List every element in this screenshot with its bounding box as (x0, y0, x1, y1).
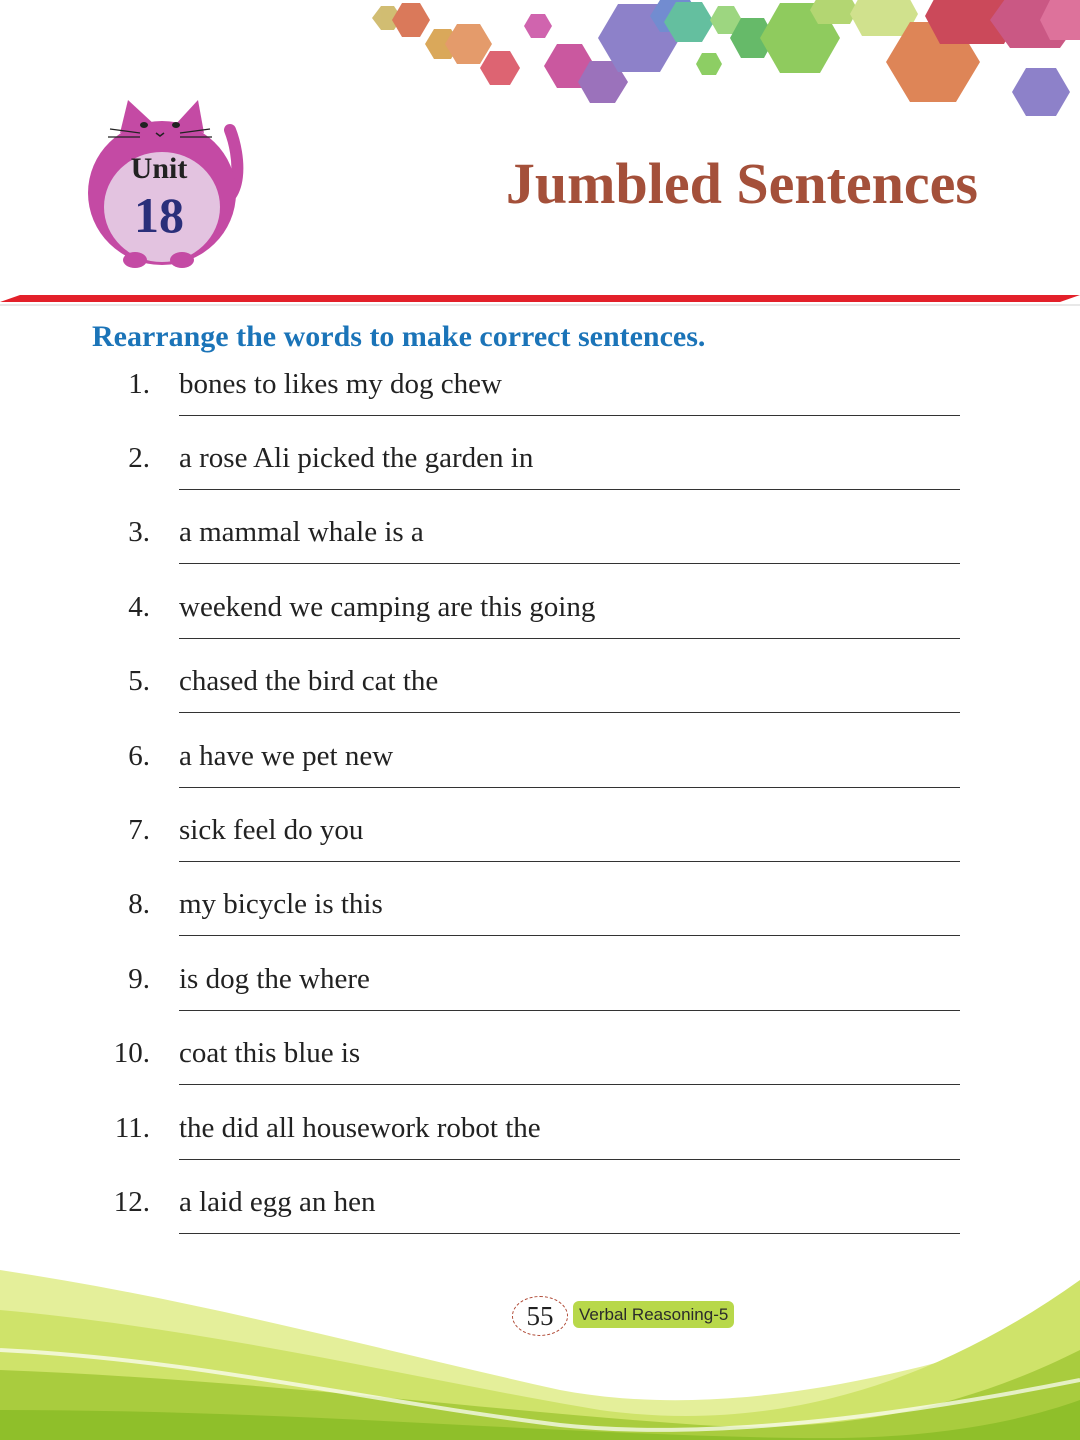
exercise-item-1 (0, 368, 1080, 442)
exercise-item-12 (0, 1186, 1080, 1260)
answer-line[interactable] (179, 489, 960, 490)
item-number: 5. (128, 665, 150, 697)
item-number: 11. (114, 1112, 150, 1144)
item-number: 2. (128, 442, 150, 474)
answer-line[interactable] (179, 563, 960, 564)
answer-line[interactable] (179, 1233, 960, 1234)
item-number: 10. (113, 1037, 150, 1069)
item-number: 8. (128, 888, 150, 920)
answer-line[interactable] (179, 415, 960, 416)
exercise-item-5 (0, 665, 1080, 739)
answer-line[interactable] (179, 787, 960, 788)
jumbled-words: coat this blue is (179, 1037, 361, 1069)
unit-number: 18 (134, 187, 184, 243)
jumbled-words: my bicycle is this (179, 888, 383, 920)
jumbled-words: a mammal whale is a (179, 516, 424, 548)
jumbled-words: is dog the where (179, 963, 370, 995)
item-number: 3. (128, 516, 150, 548)
exercise-item-9 (0, 963, 1080, 1037)
jumbled-words: bones to likes my dog chew (179, 368, 502, 400)
answer-line[interactable] (179, 638, 960, 639)
page-number: 55 (512, 1296, 568, 1336)
item-number: 6. (128, 740, 150, 772)
exercise-item-4 (0, 591, 1080, 665)
jumbled-words: a have we pet new (179, 740, 394, 772)
exercise-item-6 (0, 740, 1080, 814)
jumbled-words: sick feel do you (179, 814, 364, 846)
unit-label: Unit (130, 152, 188, 185)
exercise-item-8 (0, 888, 1080, 962)
item-number: 4. (128, 591, 150, 623)
exercise-item-10 (0, 1037, 1080, 1111)
jumbled-words: weekend we camping are this going (179, 591, 596, 623)
exercise-item-11 (0, 1112, 1080, 1186)
jumbled-words: a laid egg an hen (179, 1186, 376, 1218)
exercise-item-3 (0, 516, 1080, 590)
instruction-heading: Rearrange the words to make correct sentences. (92, 320, 706, 353)
answer-line[interactable] (179, 1010, 960, 1011)
exercise-item-7 (0, 814, 1080, 888)
item-number: 7. (128, 814, 150, 846)
answer-line[interactable] (179, 1084, 960, 1085)
exercise-item-2 (0, 442, 1080, 516)
jumbled-words: the did all housework robot the (179, 1112, 541, 1144)
item-number: 1. (128, 368, 150, 400)
book-label: Verbal Reasoning-5 (573, 1301, 734, 1328)
answer-line[interactable] (179, 712, 960, 713)
answer-line[interactable] (179, 1159, 960, 1160)
item-number: 12. (113, 1186, 150, 1218)
page-title: Jumbled Sentences (505, 151, 978, 216)
answer-line[interactable] (179, 935, 960, 936)
jumbled-words: a rose Ali picked the garden in (179, 442, 534, 474)
jumbled-words: chased the bird cat the (179, 665, 439, 697)
item-number: 9. (128, 963, 150, 995)
answer-line[interactable] (179, 861, 960, 862)
green-wave-decoration (0, 1260, 1080, 1440)
red-divider (0, 294, 1080, 306)
